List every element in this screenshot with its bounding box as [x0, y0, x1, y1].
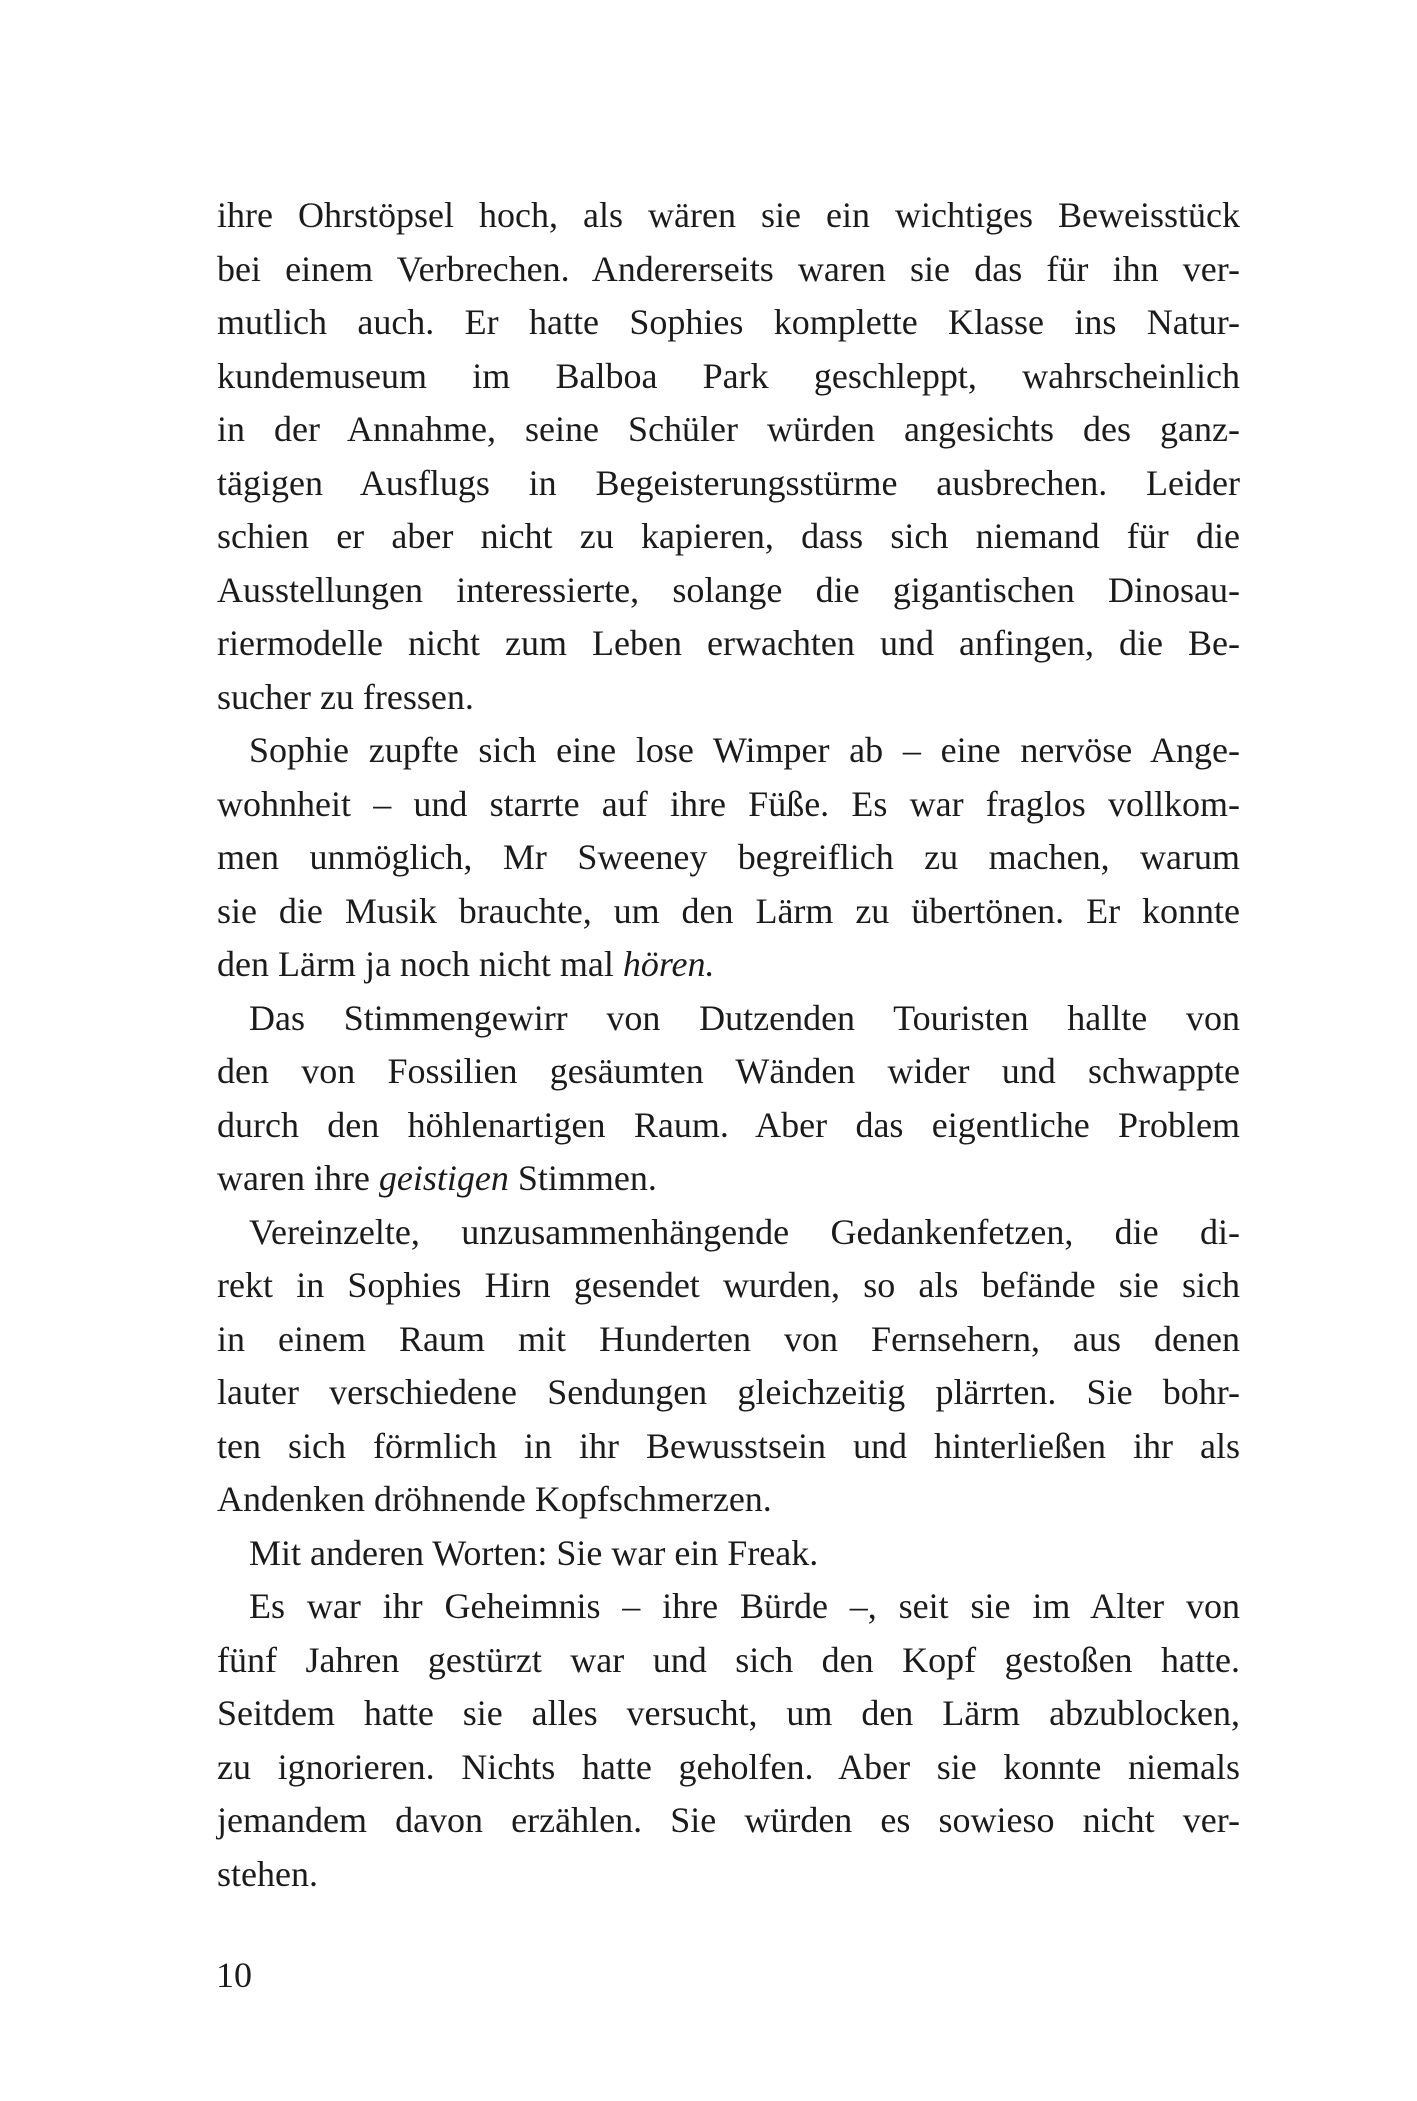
text-segment: Stimmen. — [508, 1158, 657, 1198]
text-line: ihre Ohrstöpsel hoch, als wären sie ein wichtiges Beweisstück — [217, 195, 1240, 235]
text-line: bei einem Verbrechen. Andererseits waren sie das für ihn ver- — [217, 248, 1240, 289]
text-line: kundemuseum im Balboa Park geschleppt, wahrscheinlich — [217, 355, 1240, 396]
text-line: zu ignorieren. Nichts hatte geholfen. Aber sie konnte niemals — [217, 1746, 1240, 1787]
italic-text: geistigen — [378, 1158, 509, 1198]
text-line: Es war ihr Geheimnis – ihre Bürde –, seit sie im Alter von — [249, 1586, 1240, 1626]
text-line — [217, 1152, 1240, 1206]
italic-text: hören. — [622, 944, 715, 984]
body-text — [217, 189, 1240, 1901]
text-line: tägigen Ausflugs in Begeisterungsstürme ausbrechen. Leider — [217, 462, 1240, 503]
text-line: Sophie zupfte sich eine lose Wimper ab – eine nervöse Ange- — [249, 730, 1240, 770]
text-line: schien er aber nicht zu kapieren, dass sich niemand für die — [217, 516, 1240, 556]
text-line: in der Annahme, seine Schüler würden angesichts des ganz- — [217, 409, 1240, 449]
text-line: Das Stimmengewirr von Dutzenden Touristen hallte von — [249, 997, 1240, 1038]
text-segment: den Lärm ja noch nicht mal — [217, 944, 623, 984]
text-line: Mit anderen Worten: Sie war ein Freak. — [249, 1532, 819, 1573]
text-line: wohnheit – und starrte auf ihre Füße. Es war fraglos vollkom- — [217, 783, 1240, 824]
text-line: ten sich förmlich in ihr Bewusstsein und hinterließen ihr als — [217, 1425, 1240, 1466]
text-line: Andenken dröhnende Kopfschmerzen. — [217, 1479, 772, 1519]
text-line: jemandem davon erzählen. Sie würden es sowieso nicht ver- — [217, 1800, 1240, 1840]
text-segment: waren ihre — [217, 1158, 379, 1198]
text-line: sucher zu fressen. — [217, 676, 474, 717]
text-line — [217, 938, 1240, 992]
text-line: Vereinzelte, unzusammenhängende Gedankenfetzen, die di- — [249, 1211, 1240, 1252]
text-line: rekt in Sophies Hirn gesendet wurden, so als befände sie sich — [217, 1265, 1240, 1305]
text-line: men unmöglich, Mr Sweeney begreiflich zu machen, warum — [217, 837, 1240, 877]
text-line: stehen. — [217, 1853, 318, 1894]
text-line: Ausstellungen interessierte, solange die gigantischen Dinosau- — [217, 569, 1240, 610]
text-line: in einem Raum mit Hunderten von Fernsehern, aus denen — [217, 1318, 1240, 1359]
text-line: sie die Musik brauchte, um den Lärm zu übertönen. Er konnte — [217, 890, 1240, 931]
text-line: fünf Jahren gestürzt war und sich den Kopf gestoßen hatte. — [217, 1639, 1240, 1680]
text-line: riermodelle nicht zum Leben erwachten und anfingen, die Be- — [217, 623, 1240, 663]
page-number: 10 — [216, 1955, 252, 1995]
text-line: lauter verschiedene Sendungen gleichzeitig plärrten. Sie bohr- — [217, 1372, 1240, 1412]
text-line: Seitdem hatte sie alles versucht, um den Lärm abzublocken, — [217, 1693, 1240, 1733]
text-line: den von Fossilien gesäumten Wänden wider und schwappte — [217, 1051, 1240, 1091]
text-line: mutlich auch. Er hatte Sophies komplette Klasse ins Natur- — [217, 302, 1240, 342]
text-line: durch den höhlenartigen Raum. Aber das eigentliche Problem — [217, 1104, 1240, 1145]
